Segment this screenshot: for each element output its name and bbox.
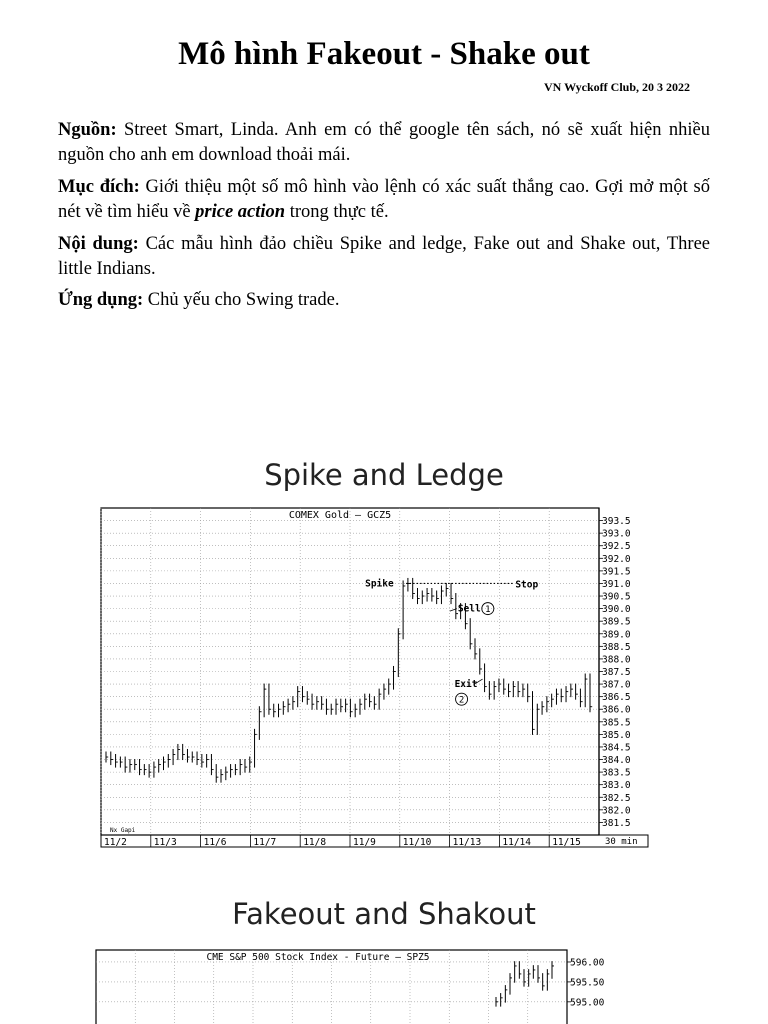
annotation-marker-2-label: 2	[458, 695, 465, 706]
x-tick-label: 11/3	[153, 837, 177, 848]
y-tick-label: 384.0	[602, 755, 631, 767]
chart-title: COMEX Gold – GCZ5	[288, 510, 392, 521]
paragraph-label: Mục đích:	[58, 177, 140, 197]
y-tick-label: 384.5	[602, 742, 631, 754]
x-tick-label: 11/6	[203, 837, 227, 848]
paragraph-text: Street Smart, Linda. Anh em có thể google tên sách, nó sẽ xuất hiện nhiều nguồn cho anh em download thoải mái.	[58, 120, 710, 165]
y-tick-label: 391.5	[602, 566, 631, 578]
y-tick-label: 386.5	[602, 692, 631, 704]
y-tick-label: 389.0	[602, 629, 631, 641]
y-tick-label: 391.0	[602, 578, 631, 590]
y-tick-label: 383.0	[602, 780, 631, 792]
y-tick-label: 387.0	[602, 679, 631, 691]
y-tick-label: 386.0	[602, 704, 631, 716]
x-tick-label: 11/9	[353, 837, 376, 848]
y-tick-label: 385.0	[602, 729, 631, 741]
corner-label: Nx Gapi	[110, 827, 136, 834]
annotation-marker-1-label: 1	[485, 605, 491, 616]
y-tick-label: 382.5	[602, 792, 631, 804]
y-tick-label: 385.5	[602, 717, 631, 729]
y-tick-label: 389.5	[602, 616, 631, 628]
paragraph-text: Các mẫu hình đảo chiều Spike and ledge, Fake out and Shake out, Three little Indians.	[58, 234, 711, 279]
x-unit-label: 30 min	[605, 837, 638, 847]
annotation-sell: Sell	[457, 603, 481, 615]
y-tick-label: 388.5	[602, 641, 631, 653]
paragraph-purpose	[58, 175, 710, 225]
paragraph-label: Nội dung:	[58, 234, 139, 254]
emphasis-text: price action	[195, 202, 286, 222]
y-tick-label: 595.00	[570, 997, 605, 1009]
paragraph-text: Giới thiệu một số mô hình vào lệnh có xác suất thắng cao. Gợi mở một số nét về tìm hiểu về	[58, 177, 710, 222]
sp500-chart	[0, 944, 768, 1024]
annotation-stop: Stop	[515, 579, 539, 591]
gold-chart	[0, 500, 768, 860]
chart-title: CME S&P 500 Stock Index - Future – SPZ5	[206, 952, 430, 963]
paragraph-content	[58, 232, 710, 282]
x-tick-label: 11/14	[502, 837, 532, 848]
y-tick-labels	[570, 957, 605, 1008]
y-tick-label: 595.50	[570, 977, 605, 989]
section-title-fakeout-shakeout: Fakeout and Shakout	[232, 897, 536, 931]
y-tick-label: 382.0	[602, 805, 631, 817]
y-tick-labels	[602, 516, 631, 829]
annotation-exit: Exit	[454, 679, 478, 691]
annotation-spike: Spike	[365, 578, 394, 590]
y-tick-label: 388.0	[602, 654, 631, 666]
x-tick-labels	[104, 837, 581, 848]
y-tick-label: 390.0	[602, 604, 631, 616]
document-byline: VN Wyckoff Club, 20 3 2022	[543, 80, 690, 94]
y-tick-label: 383.5	[602, 767, 631, 779]
paragraph-text: Chủ yếu cho Swing trade.	[143, 290, 340, 310]
x-tick-label: 11/13	[452, 837, 482, 848]
annotations	[365, 578, 538, 705]
y-tick-label: 393.5	[602, 516, 631, 528]
x-tick-label: 11/15	[552, 837, 581, 848]
paragraph-source	[58, 118, 710, 168]
y-tick-label: 381.5	[602, 817, 631, 829]
document-title: Mô hình Fakeout - Shake out	[178, 36, 590, 72]
paragraph-label: Nguồn:	[58, 120, 117, 140]
y-tick-label: 390.5	[602, 591, 631, 603]
price-bars	[496, 961, 554, 1006]
paragraph-label: Ứng dụng:	[58, 290, 144, 310]
paragraph-application	[58, 288, 710, 313]
x-tick-label: 11/2	[104, 837, 127, 848]
grid	[101, 508, 603, 847]
section-title-spike-ledge: Spike and Ledge	[264, 458, 504, 492]
y-tick-label: 387.5	[602, 667, 631, 678]
price-bars	[106, 578, 592, 783]
y-tick-label: 392.0	[602, 553, 631, 565]
y-tick-label: 392.5	[602, 541, 631, 553]
x-tick-label: 11/8	[303, 837, 327, 848]
x-tick-label: 11/7	[253, 837, 277, 848]
y-tick-label: 393.0	[602, 528, 631, 540]
x-tick-label: 11/10	[402, 837, 432, 848]
paragraph-text: trong thực tế.	[285, 202, 389, 222]
y-tick-label: 596.00	[570, 957, 605, 969]
